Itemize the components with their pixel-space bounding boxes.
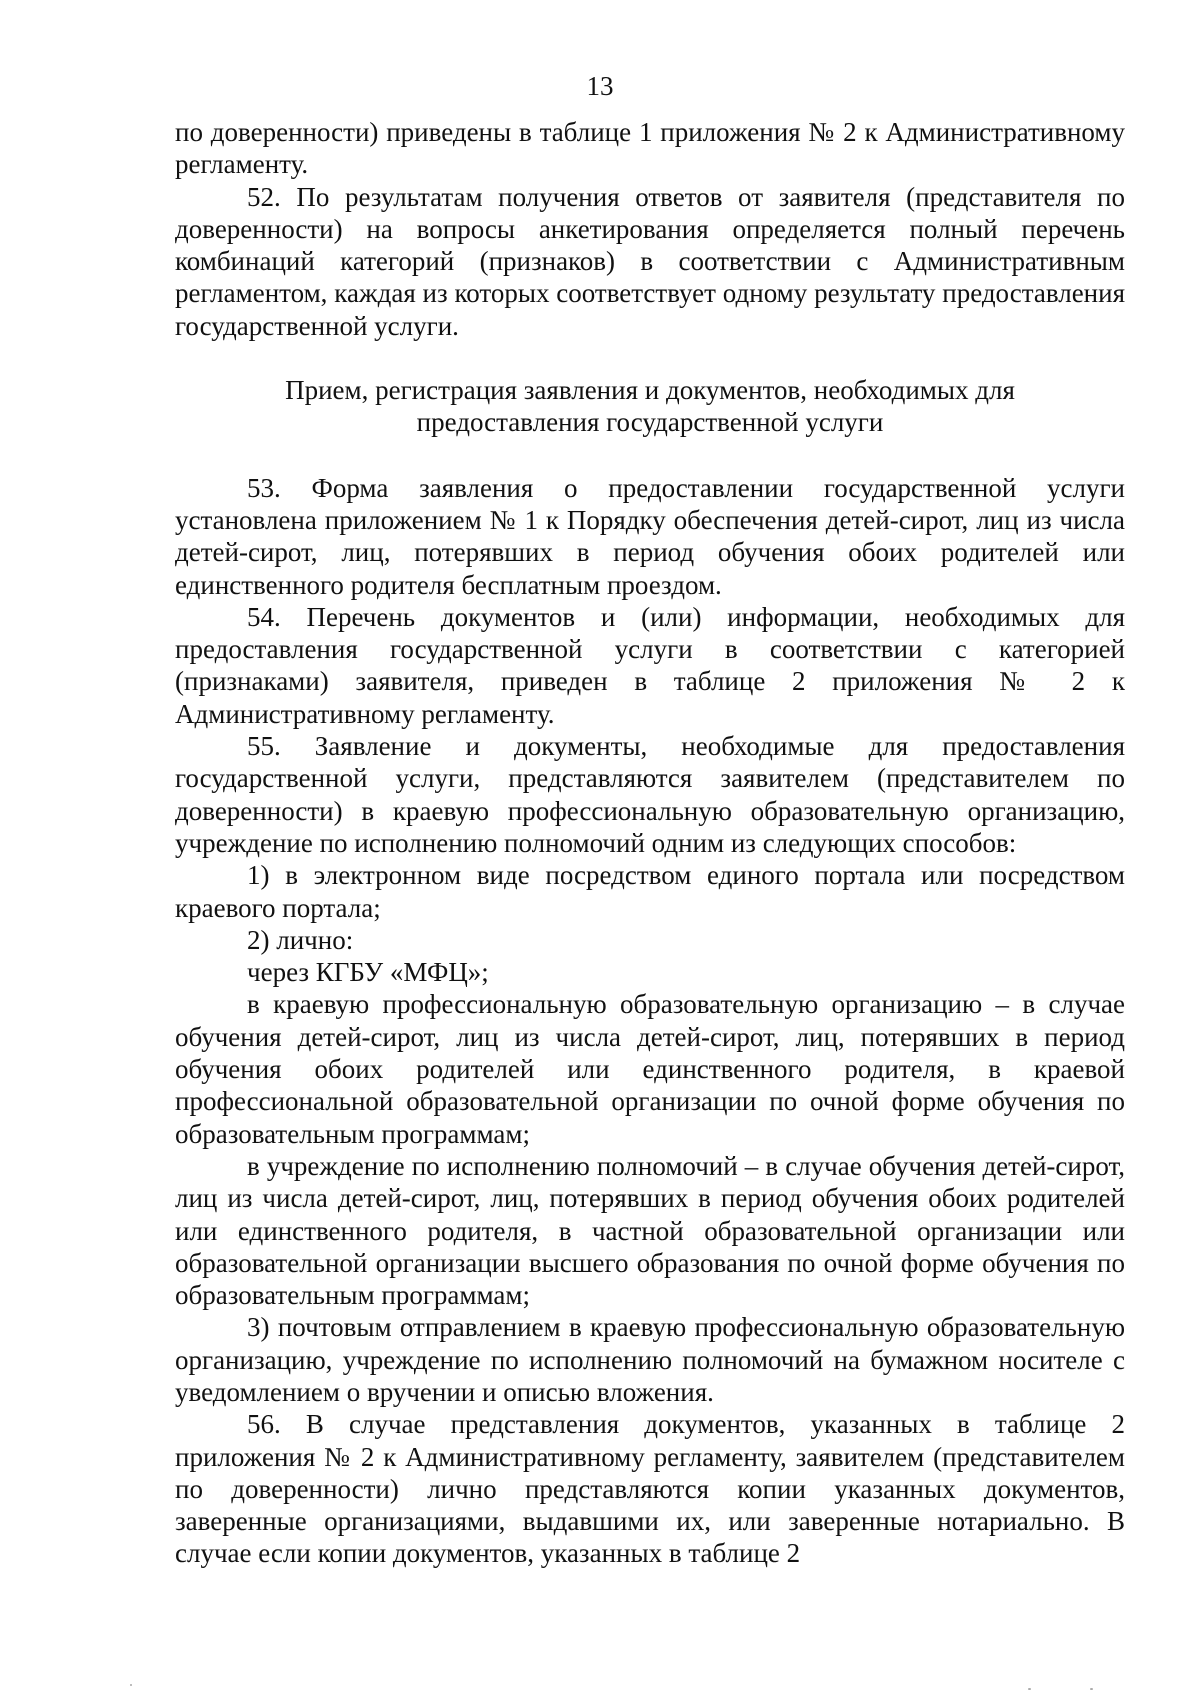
paragraph-56: 56. В случае представления документов, указанных в таблице 2 приложения № 2 к Административному регламенту, заявителем (представителем по доверенности) лично представляются копии указанных документов, заверенные организациями, выдавшими их, или заверенные нотариально. В случае если копии документов, указанных в таблице 2: [175, 1409, 1125, 1569]
paragraph-55: 55. Заявление и документы, необходимые для предоставления государственной услуги, представляются заявителем (представителем по доверенности) в краевую профессиональную образовательную организацию, учреждение по исполнению полномочий одним из следующих способов:: [175, 731, 1125, 858]
sub-item-regional-organization: в краевую профессиональную образовательную организацию – в случае обучения детей-сирот, лиц из числа детей-сирот, лиц, потерявших в период обучения обоих родителей или единственного родителя, в краевой профессиональной образовательной организации по очной форме обучения по образовательным программам;: [175, 989, 1125, 1149]
continuation-paragraph: по доверенности) приведены в таблице 1 приложения № 2 к Административному регламенту.: [175, 117, 1125, 180]
section-heading: Прием, регистрация заявления и документов, необходимых для предоставления государственной услуги: [285, 375, 1015, 438]
list-item-electronic: 1) в электронном виде посредством единого портала или посредством краевого портала;: [175, 860, 1125, 923]
document-body: [175, 116, 1125, 1570]
sub-item-institution: в учреждение по исполнению полномочий – в случае обучения детей-сирот, лиц из числа детей-сирот, лиц, потерявших в период обучения обоих родителей или единственного родителя, в частной образовательной организации или образовательной организации высшего образования по очной форме обучения по образовательным программам;: [175, 1150, 1125, 1311]
scan-speck: [1090, 1688, 1093, 1690]
list-item-postal: 3) почтовым отправлением в краевую профессиональную образовательную организацию, учреждение по исполнению полномочий на бумажном носителе с уведомлением о вручении и описью вложения.: [175, 1312, 1125, 1407]
scan-speck: [130, 1684, 132, 1686]
paragraph-53: 53. Форма заявления о предоставлении государственной услуги установлена приложением № 1 к Порядку обеспечения детей-сирот, лиц из числа детей-сирот, лиц, потерявших в период обучения обоих родителей или единственного родителя бесплатным проездом.: [175, 472, 1125, 600]
list-item-in-person: 2) лично:: [247, 924, 354, 955]
sub-item-mfc: через КГБУ «МФЦ»;: [247, 957, 489, 988]
scan-speck: [1028, 1688, 1031, 1690]
paragraph-54: 54. Перечень документов и (или) информации, необходимых для предоставления государственной услуги в соответствии с категорией (признаками) заявителя, приведен в таблице 2 приложения № 2 к Административному регламенту.: [175, 601, 1125, 729]
paragraph-52: 52. По результатам получения ответов от заявителя (представителя по доверенности) на вопросы анкетирования определяется полный перечень комбинаций категорий (признаков) в соответствии с Административным регламентом, каждая из которых соответствует одному результату предоставления государственной услуги.: [175, 181, 1125, 341]
page-number: 13: [586, 71, 614, 101]
